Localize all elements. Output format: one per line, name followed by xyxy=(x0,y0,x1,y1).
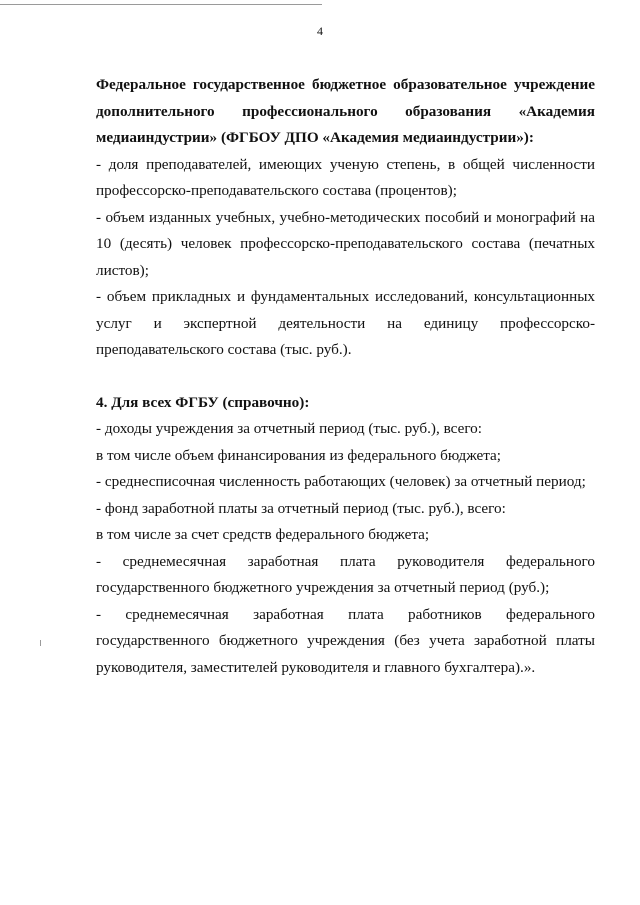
org-heading: Федеральное государственное бюджетное образовательное учреждение дополнительного профессионального образования «Академия медиаиндустрии» (ФГБОУ ДПО «Академия медиаиндустрии»): xyxy=(96,76,595,146)
section4-item-7: - среднемесячная заработная плата работников федерального государственного бюджетного учреждения (без учета заработной платы руководителя, заместителей руководителя и главного бухгалтера).». xyxy=(96,605,595,676)
org-item-1: - доля преподавателей, имеющих ученую степень, в общей численности профессорско-преподавательского состава (процентов); xyxy=(96,155,595,199)
section4-item-4: - фонд заработной платы за отчетный период (тыс. руб.), всего: xyxy=(96,499,506,517)
section4-item-6: - среднемесячная заработная плата руководителя федерального государственного бюджетного учреждения за отчетный период (руб.); xyxy=(96,552,595,596)
section4-heading: 4. Для всех ФГБУ (справочно): xyxy=(96,393,310,411)
org-item-3: - объем прикладных и фундаментальных исследований, консультационных услуг и экспертной деятельности на единицу профессорско-преподавательского состава (тыс. руб.). xyxy=(96,288,595,358)
org-item-2: - объем изданных учебных, учебно-методических пособий и монографий на 10 (десять) человек профессорско-преподавательского состава (печатных листов); xyxy=(96,208,595,279)
section4-item-3: - среднесписочная численность работающих (человек) за отчетный период; xyxy=(96,473,586,490)
section4-item-2: в том числе объем финансирования из федерального бюджета; xyxy=(96,446,502,464)
top-edge-line xyxy=(0,4,322,5)
page-number: 4 xyxy=(317,24,323,38)
section4-item-5: в том числе за счет средств федерального бюджета; xyxy=(96,526,430,543)
margin-mark xyxy=(40,640,41,646)
document-body xyxy=(96,72,595,681)
section4-item-1: - доходы учреждения за отчетный период (тыс. руб.), всего: xyxy=(96,420,482,437)
